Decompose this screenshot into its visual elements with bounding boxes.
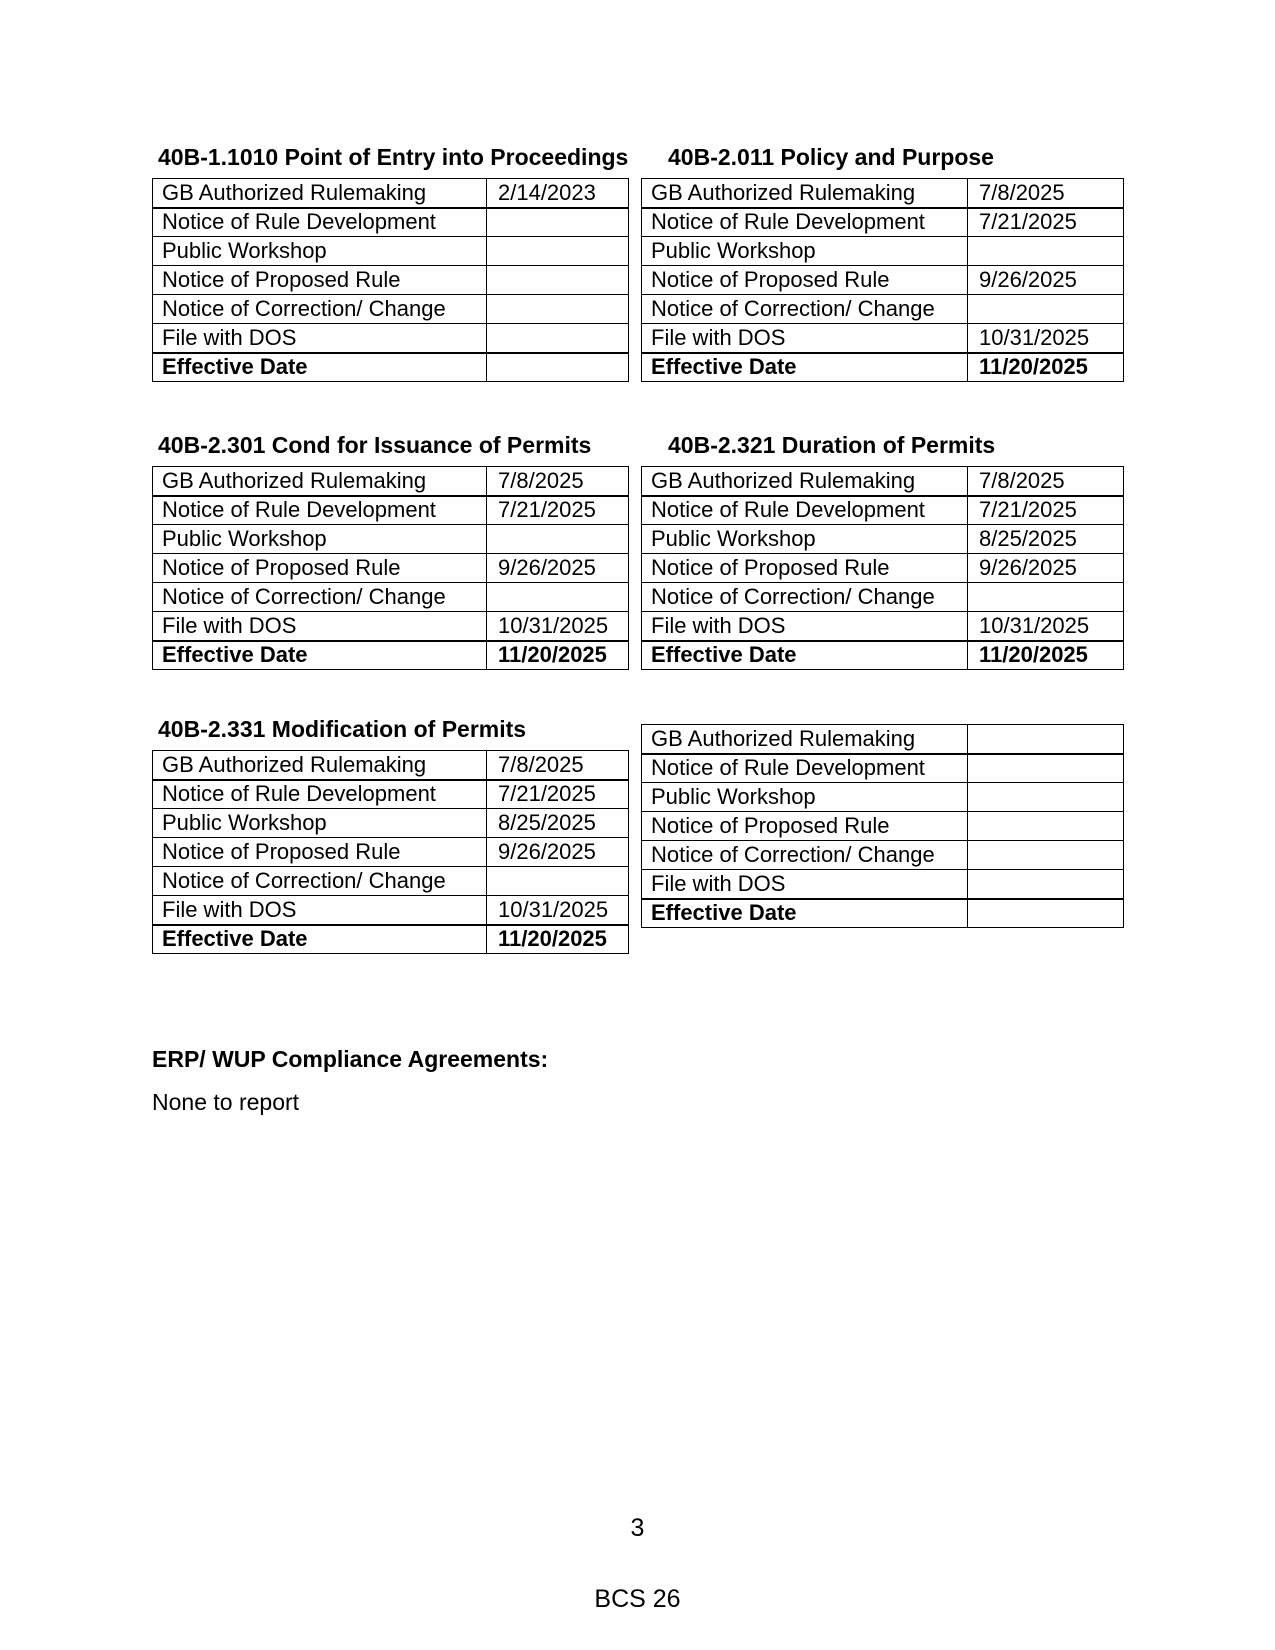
row-label: Notice of Rule Development [642, 496, 968, 525]
row-label: Public Workshop [642, 525, 968, 554]
row-date: 11/20/2025 [487, 925, 629, 954]
table-row [642, 266, 1124, 295]
table-title: 40B-2.331 Modification of Permits [158, 716, 527, 742]
table-row [642, 525, 1124, 554]
erp-wup-compliance-heading: ERP/ WUP Compliance Agreements: [152, 1046, 549, 1072]
row-date: 11/20/2025 [968, 641, 1124, 670]
table-row [153, 525, 629, 554]
row-date [487, 867, 629, 896]
row-date: 2/14/2023 [487, 179, 629, 208]
row-date: 7/21/2025 [968, 208, 1124, 237]
table-row [642, 324, 1124, 353]
row-label: Notice of Rule Development [153, 780, 487, 809]
row-date: 9/26/2025 [487, 554, 629, 583]
row-label: Public Workshop [153, 809, 487, 838]
rulemaking-schedule-table [641, 724, 1124, 928]
row-label: Notice of Proposed Rule [153, 266, 487, 295]
rulemaking-schedule-table [152, 466, 629, 670]
row-date: 9/26/2025 [487, 838, 629, 867]
row-label: Public Workshop [153, 237, 487, 266]
row-date [968, 725, 1124, 754]
page-number: 3 [630, 1514, 645, 1542]
row-label: Notice of Correction/ Change [153, 583, 487, 612]
row-date: 9/26/2025 [968, 554, 1124, 583]
table-row [642, 841, 1124, 870]
row-date: 7/21/2025 [968, 496, 1124, 525]
row-label: Notice of Proposed Rule [642, 266, 968, 295]
table-row [153, 179, 629, 208]
row-label: Notice of Rule Development [642, 208, 968, 237]
table-row-effective-date [642, 353, 1124, 382]
row-date [487, 583, 629, 612]
table-row [642, 725, 1124, 754]
row-date: 11/20/2025 [968, 353, 1124, 382]
row-date [487, 295, 629, 324]
row-label: Public Workshop [153, 525, 487, 554]
row-label: File with DOS [642, 324, 968, 353]
table-row [642, 583, 1124, 612]
table-row [642, 467, 1124, 496]
row-date: 7/21/2025 [487, 496, 629, 525]
row-label: Notice of Correction/ Change [153, 867, 487, 896]
row-date [487, 525, 629, 554]
row-label: Notice of Correction/ Change [642, 583, 968, 612]
table-row [153, 867, 629, 896]
table-row-effective-date [642, 899, 1124, 928]
row-date [968, 783, 1124, 812]
row-label: Public Workshop [642, 237, 968, 266]
row-date: 11/20/2025 [487, 641, 629, 670]
row-label: File with DOS [642, 870, 968, 899]
table-row-effective-date [153, 353, 629, 382]
table-row [153, 467, 629, 496]
table-row [153, 496, 629, 525]
table-title: 40B-1.1010 Point of Entry into Proceedings [158, 144, 629, 170]
table-row-effective-date [153, 641, 629, 670]
row-label: Notice of Rule Development [153, 208, 487, 237]
rule-section-40b-2-331 [152, 716, 628, 954]
row-label: Notice of Proposed Rule [153, 554, 487, 583]
row-date: 10/31/2025 [968, 612, 1124, 641]
table-row [153, 896, 629, 925]
row-date [487, 353, 629, 382]
row-date [968, 812, 1124, 841]
table-row [642, 496, 1124, 525]
row-date: 8/25/2025 [968, 525, 1124, 554]
row-date [968, 583, 1124, 612]
table-row [153, 237, 629, 266]
row-label: GB Authorized Rulemaking [153, 751, 487, 780]
row-date [968, 237, 1124, 266]
table-row [153, 208, 629, 237]
row-date [968, 754, 1124, 783]
row-label: GB Authorized Rulemaking [153, 467, 487, 496]
row-date: 10/31/2025 [968, 324, 1124, 353]
row-label: Effective Date [153, 353, 487, 382]
row-label: GB Authorized Rulemaking [642, 467, 968, 496]
table-row [642, 237, 1124, 266]
doc-code: BCS 26 [594, 1585, 681, 1613]
table-title: 40B-2.011 Policy and Purpose [668, 144, 994, 170]
row-label: File with DOS [642, 612, 968, 641]
table-row [153, 838, 629, 867]
row-label: Effective Date [642, 899, 968, 928]
row-label: File with DOS [153, 324, 487, 353]
table-row [642, 812, 1124, 841]
row-label: GB Authorized Rulemaking [642, 725, 968, 754]
table-row [642, 208, 1124, 237]
row-date [968, 899, 1124, 928]
table-row [642, 295, 1124, 324]
row-date [968, 870, 1124, 899]
row-date: 10/31/2025 [487, 896, 629, 925]
row-label: Notice of Correction/ Change [642, 295, 968, 324]
row-label: File with DOS [153, 612, 487, 641]
row-date: 7/8/2025 [487, 751, 629, 780]
row-label: Effective Date [153, 641, 487, 670]
table-row [153, 554, 629, 583]
rulemaking-schedule-table [641, 178, 1124, 382]
row-label: Notice of Proposed Rule [153, 838, 487, 867]
row-label: Notice of Rule Development [642, 754, 968, 783]
rulemaking-schedule-table [641, 466, 1124, 670]
rule-section-40b-2-321 [641, 432, 1123, 670]
row-date: 7/8/2025 [487, 467, 629, 496]
row-date [487, 324, 629, 353]
row-date [487, 266, 629, 295]
table-row [642, 870, 1124, 899]
table-row-effective-date [153, 925, 629, 954]
row-label: Public Workshop [642, 783, 968, 812]
rule-section-40b-2-301 [152, 432, 628, 670]
row-label: GB Authorized Rulemaking [153, 179, 487, 208]
table-title: 40B-2.321 Duration of Permits [668, 432, 996, 458]
table-row [153, 809, 629, 838]
row-label: Notice of Correction/ Change [642, 841, 968, 870]
row-date: 10/31/2025 [487, 612, 629, 641]
table-row [642, 783, 1124, 812]
table-row [153, 583, 629, 612]
table-title: 40B-2.301 Cond for Issuance of Permits [158, 432, 592, 458]
table-row [153, 780, 629, 809]
row-date [968, 841, 1124, 870]
row-label: Effective Date [153, 925, 487, 954]
table-row [153, 324, 629, 353]
row-date [968, 295, 1124, 324]
row-label: Effective Date [642, 641, 968, 670]
table-row-effective-date [642, 641, 1124, 670]
row-date: 7/21/2025 [487, 780, 629, 809]
table-row [153, 295, 629, 324]
row-label: Notice of Correction/ Change [153, 295, 487, 324]
table-row [642, 612, 1124, 641]
row-label: Notice of Rule Development [153, 496, 487, 525]
row-label: GB Authorized Rulemaking [642, 179, 968, 208]
rulemaking-schedule-table [152, 750, 629, 954]
rule-section-40b-1-1010 [152, 144, 628, 382]
row-date: 7/8/2025 [968, 467, 1124, 496]
row-label: Notice of Proposed Rule [642, 554, 968, 583]
row-label: Effective Date [642, 353, 968, 382]
row-date: 9/26/2025 [968, 266, 1124, 295]
rulemaking-schedule-table [152, 178, 629, 382]
table-row [153, 751, 629, 780]
row-label: File with DOS [153, 896, 487, 925]
row-label: Notice of Proposed Rule [642, 812, 968, 841]
table-row [642, 754, 1124, 783]
rule-section-40b-2-011 [641, 144, 1123, 382]
table-row [153, 266, 629, 295]
row-date: 8/25/2025 [487, 809, 629, 838]
erp-wup-compliance-body: None to report [152, 1089, 300, 1115]
table-row [642, 179, 1124, 208]
row-date [487, 237, 629, 266]
rule-section-untitled [641, 716, 1123, 928]
row-date [487, 208, 629, 237]
row-date: 7/8/2025 [968, 179, 1124, 208]
table-row [642, 554, 1124, 583]
table-row [153, 612, 629, 641]
